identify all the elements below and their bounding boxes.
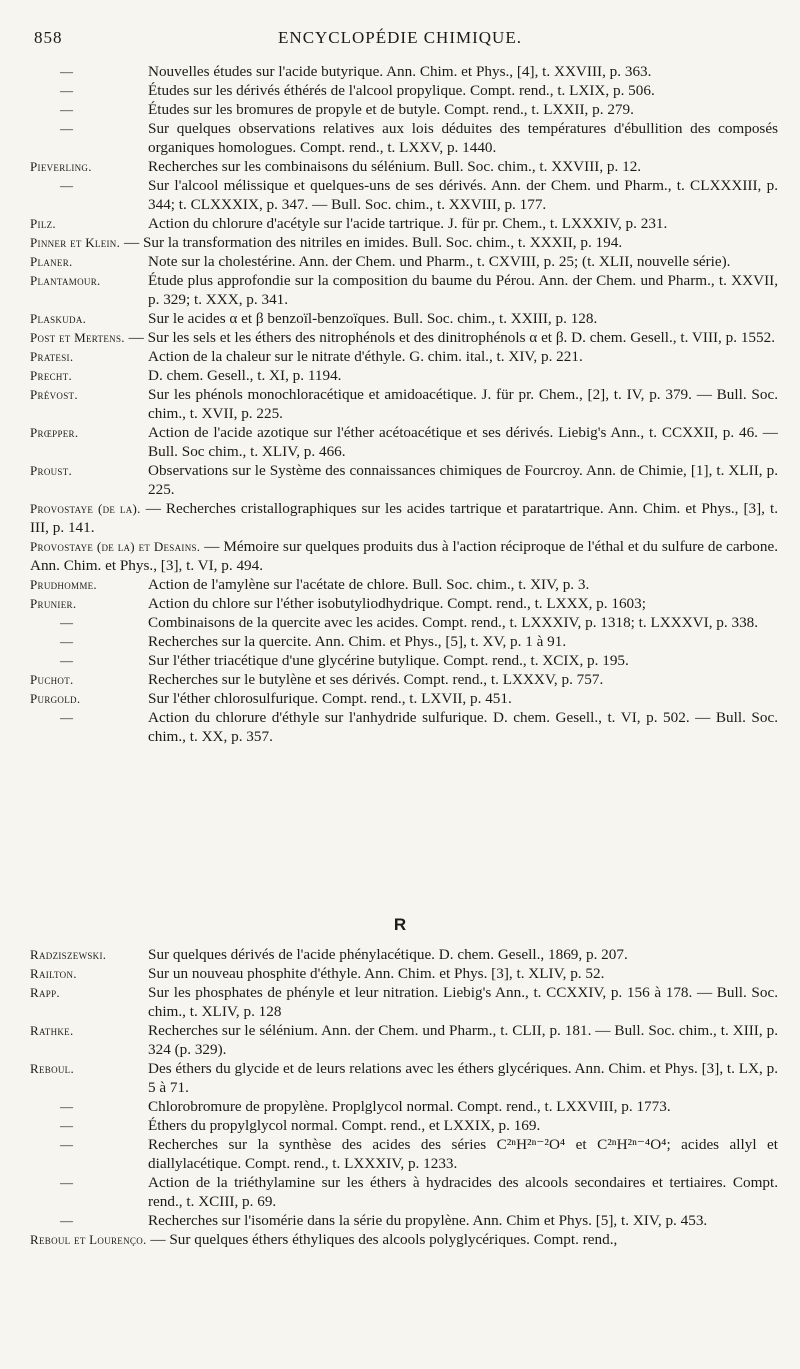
bibliography-entry xyxy=(30,689,778,708)
entry-text: Action de la triéthylamine sur les éthers à hydracides des alcools secondaires et tertiaires. Compt. rend., t. XCIII, p. 69. xyxy=(148,1174,778,1210)
bibliography-list-p xyxy=(30,62,778,746)
entry-author: Purgold. xyxy=(30,691,81,706)
entry-text: Sur l'éther triacétique d'une glycérine butylique. Compt. rend., t. XCIX, p. 195. xyxy=(148,652,629,669)
entry-text: Recherches sur la synthèse des acides des séries C²ⁿH²ⁿ⁻²O⁴ et C²ⁿH²ⁿ⁻⁴O⁴; acides allyl et diallylacétique. Compt. rend., t. LXXXIV, p. 1233. xyxy=(148,1136,778,1172)
bibliography-entry xyxy=(30,1021,778,1059)
entry-author: Prunier. xyxy=(30,596,77,611)
entry-author: Radziszewski. xyxy=(30,947,107,962)
entry-text: — Mémoire sur quelques produits dus à l'action réciproque de l'éthal et du sulfure de carbone. Ann. Chim. et Phys., [3], t. VI, p. 494. xyxy=(30,538,778,574)
entry-author: — xyxy=(60,710,74,725)
bibliography-entry xyxy=(30,100,778,119)
entry-author: Prévost. xyxy=(30,387,78,402)
bibliography-entry xyxy=(30,233,778,252)
entry-text: Études sur les bromures de propyle et de butyle. Compt. rend., t. LXXII, p. 279. xyxy=(148,101,634,118)
entry-author: Pilz. xyxy=(30,216,56,231)
bibliography-entry xyxy=(30,1211,778,1230)
entry-text: Sur quelques observations relatives aux lois déduites des températures d'ébullition des composés organiques homologues. Compt. rend., t. LXXV, p. 1440. xyxy=(148,120,778,156)
bibliography-entry xyxy=(30,575,778,594)
entry-author: — xyxy=(60,634,74,649)
bibliography-entry xyxy=(30,62,778,81)
entry-text: Chlorobromure de propylène. Proplglycol normal. Compt. rend., t. LXXVIII, p. 1773. xyxy=(148,1098,671,1115)
entry-text: Recherches sur le sélénium. Ann. der Chem. und Pharm., t. CLII, p. 181. — Bull. Soc. chim., t. XIII, p. 324 (p. 329). xyxy=(148,1022,778,1058)
entry-author: Plaskuda. xyxy=(30,311,87,326)
entry-author: Pieverling. xyxy=(30,159,92,174)
bibliography-entry xyxy=(30,708,778,746)
bibliography-entry xyxy=(30,461,778,499)
bibliography-entry xyxy=(30,594,778,613)
bibliography-entry xyxy=(30,499,778,537)
bibliography-entry xyxy=(30,983,778,1021)
bibliography-list-r xyxy=(30,945,778,1249)
bibliography-entry xyxy=(30,1059,778,1097)
entry-author: Prœpper. xyxy=(30,425,79,440)
entry-author: — xyxy=(60,178,74,193)
bibliography-entry xyxy=(30,366,778,385)
bibliography-entry xyxy=(30,309,778,328)
entry-author: Proust. xyxy=(30,463,73,478)
entry-text: — Sur la transformation des nitriles en imides. Bull. Soc. chim., t. XXXII, p. 194. xyxy=(123,234,623,251)
bibliography-entry xyxy=(30,423,778,461)
entry-author: Plantamour. xyxy=(30,273,101,288)
entry-author: — xyxy=(60,121,74,136)
entry-author: Pratesi. xyxy=(30,349,74,364)
entry-text: Action de la chaleur sur le nitrate d'éthyle. G. chim. ital., t. XIV, p. 221. xyxy=(148,348,583,365)
entry-author: Provostaye (de la). xyxy=(30,501,141,516)
running-title: ENCYCLOPÉDIE CHIMIQUE. xyxy=(278,28,522,47)
entry-text: Note sur la cholestérine. Ann. der Chem. und Pharm., t. CXVIII, p. 25; (t. XLII, nouvelle série). xyxy=(148,253,731,270)
entry-author: Puchot. xyxy=(30,672,74,687)
entry-author: Rapp. xyxy=(30,985,60,1000)
entry-text: D. chem. Gesell., t. XI, p. 1194. xyxy=(148,367,342,384)
entry-text: Sur l'éther chlorosulfurique. Compt. rend., t. LXVII, p. 451. xyxy=(148,690,512,707)
page-number: 858 xyxy=(34,28,63,47)
entry-author: — xyxy=(60,1118,74,1133)
entry-author: Precht. xyxy=(30,368,73,383)
entry-author: Provostaye (de la) et Desains. xyxy=(30,539,201,554)
entry-text: Sur le acides α et β benzoïl-benzoïques. Bull. Soc. chim., t. XXIII, p. 128. xyxy=(148,310,598,327)
entry-text: Sur les phénols monochloracétique et amidoacétique. J. für pr. Chem., [2], t. IV, p. 379. — Bull. Soc. chim., t. XVII, p. 225. xyxy=(148,386,778,422)
entry-author: — xyxy=(60,653,74,668)
bibliography-entry xyxy=(30,1097,778,1116)
entry-author: Railton. xyxy=(30,966,77,981)
bibliography-entry xyxy=(30,537,778,575)
section-letter: R xyxy=(393,915,407,934)
entry-text: Action de l'acide azotique sur l'éther acétoacétique et ses dérivés. Liebig's Ann., t. CCXXII, p. 46. — Bull. Soc chim., t. XLIV, p. 466. xyxy=(148,424,778,460)
entry-text: Observations sur le Système des connaissances chimiques de Fourcroy. Ann. de Chimie, [1], t. XLII, p. 225. xyxy=(148,462,778,498)
bibliography-entry xyxy=(30,1135,778,1173)
bibliography-entry xyxy=(30,632,778,651)
entry-author: Prudhomme. xyxy=(30,577,97,592)
entry-text: Recherches sur les combinaisons du sélénium. Bull. Soc. chim., t. XXVIII, p. 12. xyxy=(148,158,642,175)
bibliography-entry xyxy=(30,176,778,214)
entry-author: Reboul et Lourenço. xyxy=(30,1232,147,1247)
entry-text: Recherches sur la quercite. Ann. Chim. et Phys., [5], t. XV, p. 1 à 91. xyxy=(148,633,567,650)
bibliography-entry xyxy=(30,81,778,100)
entry-author: — xyxy=(60,1213,74,1228)
entry-author: — xyxy=(60,64,74,79)
entry-text: Des éthers du glycide et de leurs relations avec les éthers glycériques. Ann. Chim. et Phys. [3], t. LX, p. 5 à 71. xyxy=(148,1060,778,1096)
entry-author: — xyxy=(60,83,74,98)
bibliography-entry xyxy=(30,328,778,347)
entry-author: Rathke. xyxy=(30,1023,74,1038)
entry-author: — xyxy=(60,1099,74,1114)
bibliography-entry xyxy=(30,651,778,670)
entry-text: Sur l'alcool mélissique et quelques-uns de ses dérivés. Ann. der Chem. und Pharm., t. CLXXXIII, p. 344; t. CLXXXIX, p. 347. — Bull. Soc. chim., t. XXVIII, p. 177. xyxy=(148,177,778,213)
entry-text: Recherches sur le butylène et ses dérivés. Compt. rend., t. LXXXV, p. 757. xyxy=(148,671,604,688)
bibliography-entry xyxy=(30,119,778,157)
bibliography-entry xyxy=(30,964,778,983)
bibliography-entry xyxy=(30,252,778,271)
bibliography-entry xyxy=(30,1116,778,1135)
entry-text: Éthers du propylglycol normal. Compt. rend., et LXXIX, p. 169. xyxy=(148,1117,541,1134)
entry-author: — xyxy=(60,1137,74,1152)
entry-author: — xyxy=(60,102,74,117)
entry-author: Reboul. xyxy=(30,1061,75,1076)
entry-author: Pinner et Klein. xyxy=(30,235,121,250)
entry-text: Action du chlorure d'acétyle sur l'acide tartrique. J. für pr. Chem., t. LXXXIV, p. 231. xyxy=(148,215,668,232)
bibliography-entry xyxy=(30,613,778,632)
entry-text: Combinaisons de la quercite avec les acides. Compt. rend., t. LXXXIV, p. 1318; t. LXXXVI, p. 338. xyxy=(148,614,759,631)
entry-author: Post et Mertens. xyxy=(30,330,125,345)
bibliography-entry xyxy=(30,157,778,176)
entry-text: Nouvelles études sur l'acide butyrique. Ann. Chim. et Phys., [4], t. XXVIII, p. 363. xyxy=(148,63,652,80)
entry-text: Action de l'amylène sur l'acétate de chlore. Bull. Soc. chim., t. XIV, p. 3. xyxy=(148,576,590,593)
bibliography-entry xyxy=(30,1173,778,1211)
entry-text: Étude plus approfondie sur la composition du baume du Pérou. Ann. der Chem. und Pharm., t. XXVII, p. 329; t. XXX, p. 341. xyxy=(148,272,778,308)
bibliography-entry xyxy=(30,347,778,366)
bibliography-entry xyxy=(30,214,778,233)
entry-author: — xyxy=(60,1175,74,1190)
entry-text: — Sur quelques éthers éthyliques des alcools polyglycériques. Compt. rend., xyxy=(150,1231,618,1248)
bibliography-entry xyxy=(30,670,778,689)
bibliography-entry xyxy=(30,271,778,309)
bibliography-entry xyxy=(30,945,778,964)
entry-text: Sur les phosphates de phényle et leur nitration. Liebig's Ann., t. CCXXIV, p. 156 à 178. — Bull. Soc. chim., t. XLIV, p. 128 xyxy=(148,984,778,1020)
entry-text: Sur un nouveau phosphite d'éthyle. Ann. Chim. et Phys. [3], t. XLIV, p. 52. xyxy=(148,965,605,982)
bibliography-entry xyxy=(30,385,778,423)
entry-author: — xyxy=(60,615,74,630)
entry-text: — Recherches cristallographiques sur les acides tartrique et paratartrique. Ann. Chim. et Phys., [3], t. III, p. 141. xyxy=(30,500,779,536)
entry-text: Action du chlore sur l'éther isobutyliodhydrique. Compt. rend., t. LXXX, p. 1603; xyxy=(148,595,646,612)
entry-text: Action du chlorure d'éthyle sur l'anhydride sulfurique. D. chem. Gesell., t. VI, p. 502. — Bull. Soc. chim., t. XX, p. 357. xyxy=(148,709,778,745)
page-header xyxy=(34,28,766,54)
entry-text: Sur quelques dérivés de l'acide phénylacétique. D. chem. Gesell., 1869, p. 207. xyxy=(148,946,628,963)
entry-text: Recherches sur l'isomérie dans la série du propylène. Ann. Chim et Phys. [5], t. XIV, p. 453. xyxy=(148,1212,708,1229)
bibliography-entry xyxy=(30,1230,778,1249)
entry-text: Études sur les dérivés éthérés de l'alcool propylique. Compt. rend., t. LXIX, p. 506. xyxy=(148,82,655,99)
entry-text: — Sur les sels et les éthers des nitrophénols et des dinitrophénols α et β. D. chem. Gesell., t. VIII, p. 1552. xyxy=(128,329,776,346)
entry-author: Planer. xyxy=(30,254,73,269)
